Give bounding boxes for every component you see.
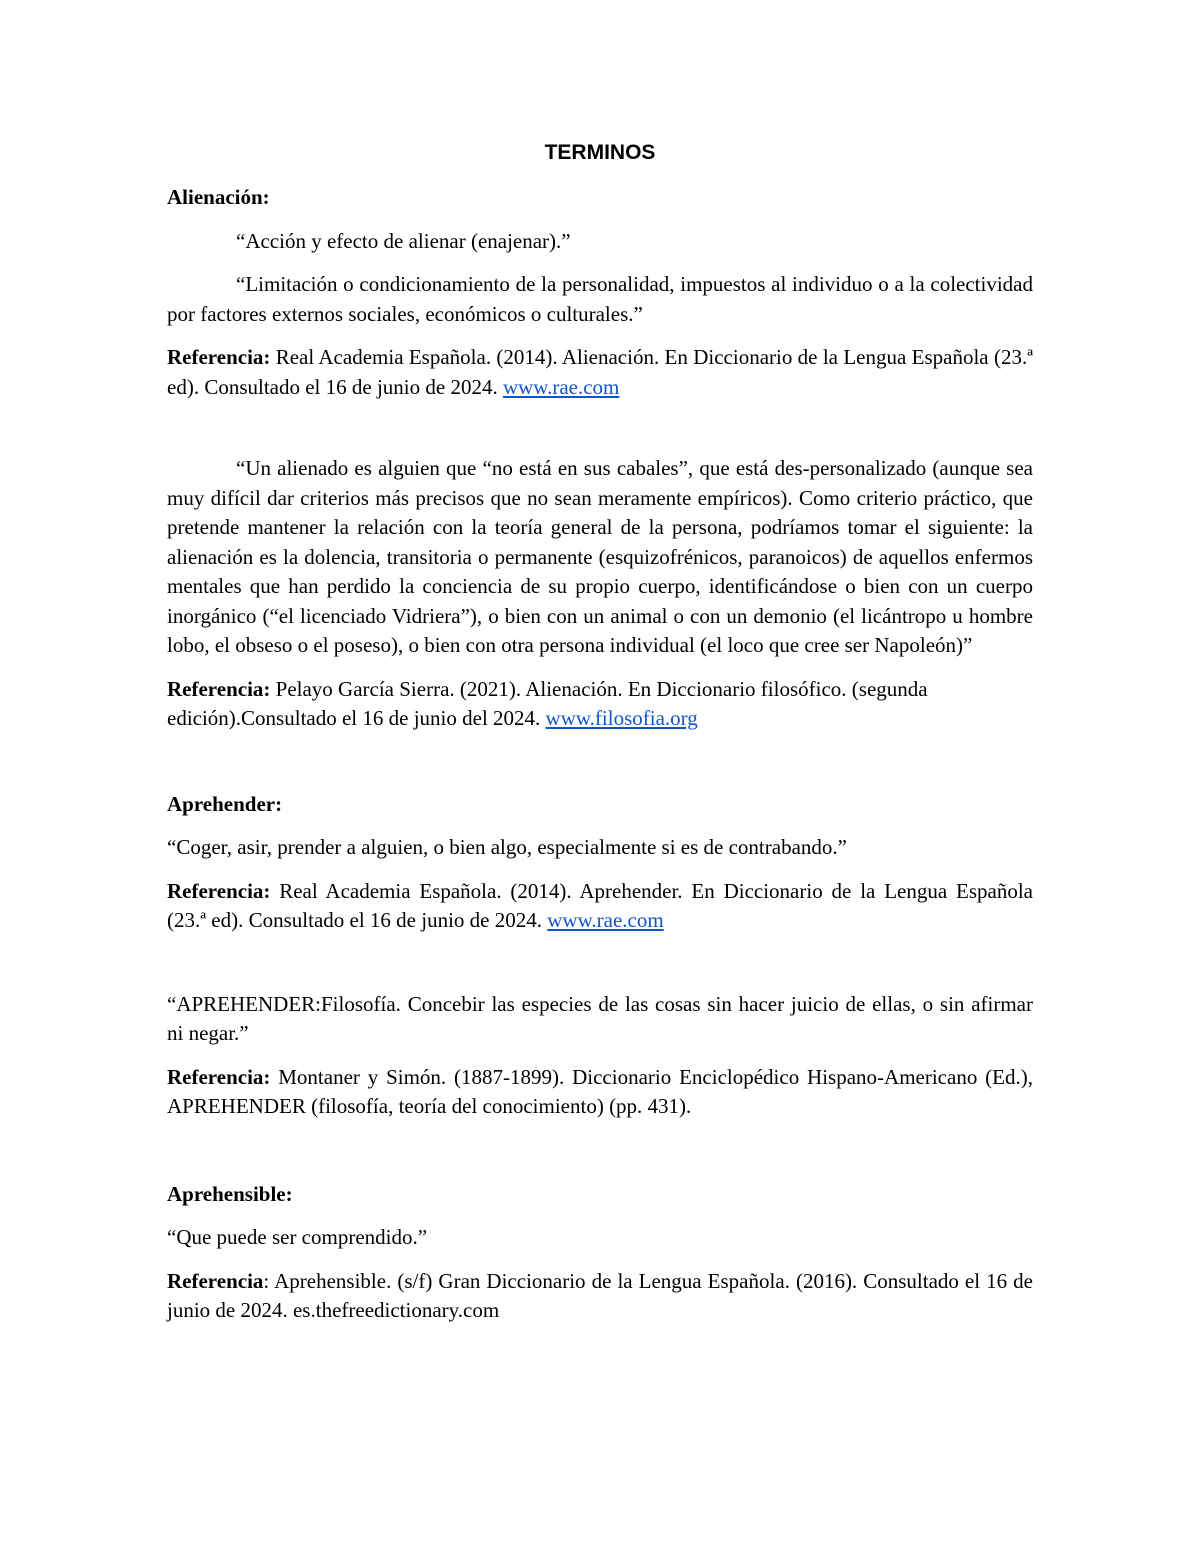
page-title: TERMINOS — [544, 141, 656, 164]
reference-text: Montaner y Simón. (1887-1899). Diccionario Enciclopédico Hispano-Americano (Ed.), APREHENDER (filosofía, teoría del conocimiento) (pp. 431). — [167, 1064, 1033, 1118]
spacer — [167, 1136, 1033, 1180]
definition-alienacion-3: “Un alienado es alguien que “no está en sus cabales”, que está des-personalizado (aunque sea muy difícil dar criterios más precisos que no sean meramente empíricos). Como criterio práctico, que pretende mantener la relación con la teoría general de la persona, podríamos tomar el siguiente: la alienación es la dolencia, transitoria o permanente (esquizofrénicos, paranoicos) de aquellos enfermos mentales que han perdido la conciencia de su propio cuerpo, identificándose o bien con un cuerpo inorgánico (“el licenciado Vidriera”), o bien con un animal o con un demonio (el licántropo u hombre lobo, el obseso o el poseso), o bien con otra persona individual (el loco que cree ser Napoleón)” — [167, 456, 1033, 657]
reference-link-rae[interactable]: www.rae.com — [502, 374, 620, 399]
reference-link-rae[interactable]: www.rae.com — [547, 908, 664, 932]
spacer — [167, 950, 1033, 990]
term-aprehender: Aprehender: — [167, 791, 283, 816]
spacer — [167, 748, 1033, 790]
reference-aprehender-1 — [167, 877, 1033, 936]
definition-aprehender-2: “APREHENDER:Filosofía. Concebir las especies de las cosas sin hacer juicio de ellas, o sin afirmar ni negar.” — [167, 991, 1033, 1045]
spacer — [167, 416, 1033, 454]
reference-alienacion-2 — [167, 675, 1033, 734]
reference-aprehender-2 — [167, 1063, 1033, 1122]
reference-label: Referencia — [167, 1268, 264, 1293]
reference-label: Referencia: — [167, 345, 271, 369]
term-alienacion: Alienación: — [167, 185, 270, 209]
definition-aprehender-1: “Coger, asir, prender a alguien, o bien algo, especialmente si es de contrabando.” — [167, 835, 847, 859]
reference-text: : Aprehensible. (s/f) Gran Diccionario de la Lengua Española. (2016). Consultado el 16 de junio de 2024. es.thefreedictionary.com — [167, 1268, 1033, 1322]
reference-text: Pelayo García Sierra. (2021). Alienación. En Diccionario filosófico. (segunda edición).Consultado el 16 de junio del 2024. — [167, 676, 928, 730]
definition-alienacion-2: “Limitación o condicionamiento de la personalidad, impuestos al individuo o a la colectividad por factores externos sociales, económicos o culturales.” — [167, 272, 1033, 326]
reference-text: Real Academia Española. (2014). Alienación. En Diccionario de la Lengua Española (23.ª ed). Consultado el 16 de junio de 2024. — [167, 345, 1033, 399]
reference-alienacion-1 — [167, 343, 1033, 402]
reference-aprehensible-1 — [167, 1267, 1033, 1326]
reference-label: Referencia: — [167, 1064, 271, 1089]
reference-link-filosofia[interactable]: www.filosofia.org — [545, 706, 698, 730]
reference-label: Referencia: — [167, 676, 271, 701]
definition-alienacion-1: “Acción y efecto de alienar (enajenar).” — [236, 228, 571, 253]
document-content — [167, 138, 1033, 1340]
reference-text: Real Academia Española. (2014). Aprehender. En Diccionario de la Lengua Española (23.ª ed). Consultado el 16 de junio de 2024. — [167, 878, 1033, 932]
term-aprehensible: Aprehensible: — [167, 1181, 293, 1206]
definition-aprehensible-1: “Que puede ser comprendido.” — [167, 1225, 428, 1249]
reference-label: Referencia: — [167, 878, 271, 903]
